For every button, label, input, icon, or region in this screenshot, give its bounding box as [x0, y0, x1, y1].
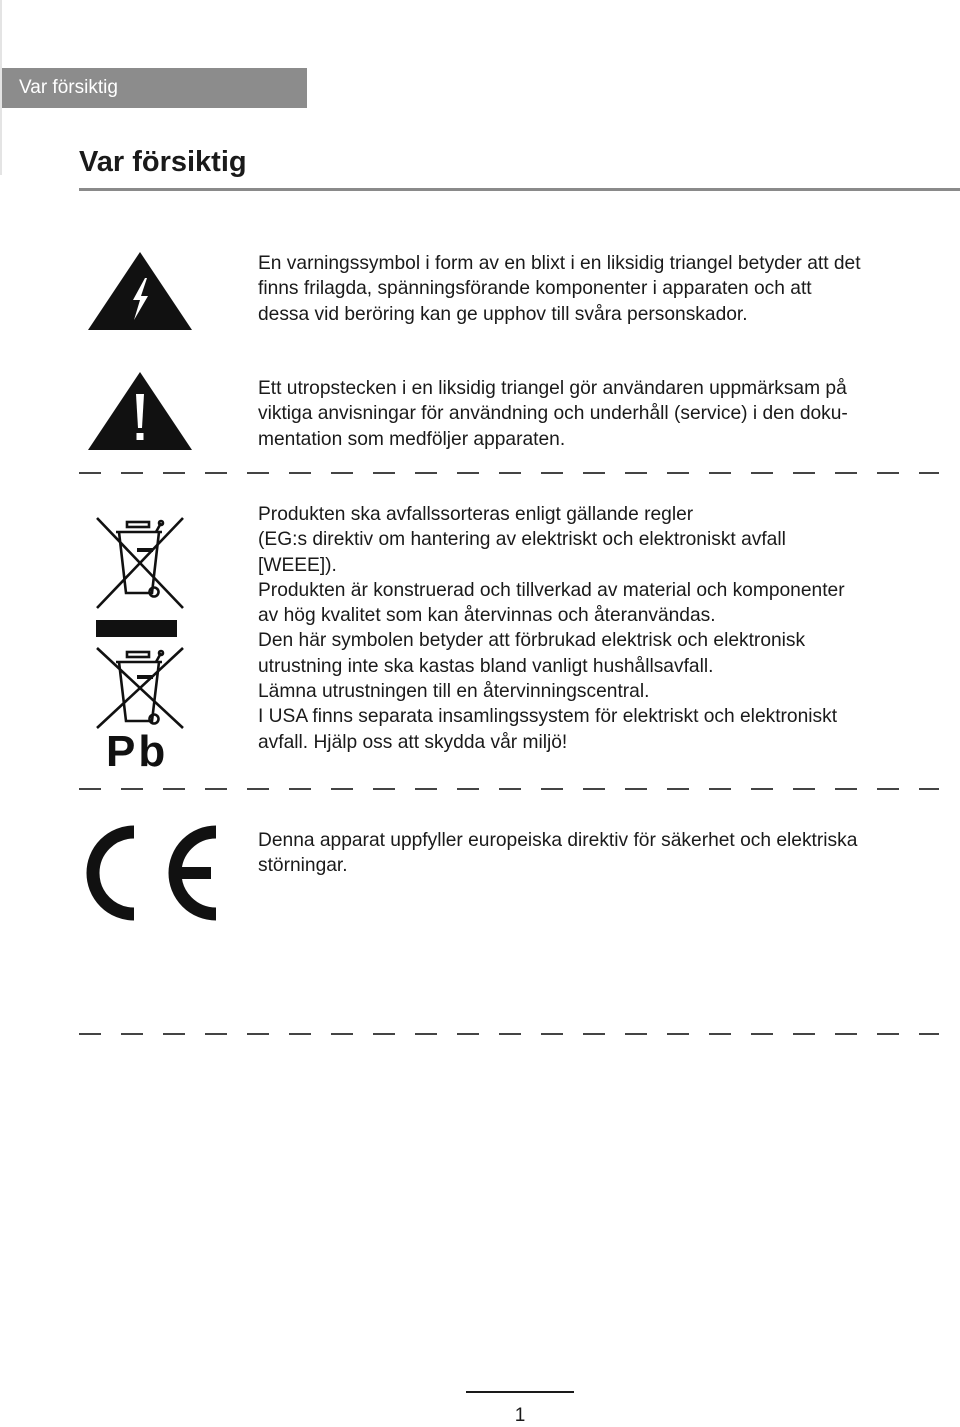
text-line: Denna apparat uppfyller europeiska direktiv för säkerhet och elektriska: [258, 830, 858, 851]
separator-bar: [96, 620, 177, 637]
text-line: av hög kvalitet som kan återvinnas och återanvändas.: [258, 605, 716, 627]
dashed-divider: [79, 788, 939, 790]
text-line: Produkten är konstruerad och tillverkad av material och komponenter: [258, 579, 845, 601]
text-line: utrustning inte ska kastas bland vanligt hushållsavfall.: [258, 655, 714, 677]
ce-mark-icon: [80, 822, 225, 924]
text-line: Lämna utrustningen till en återvinningscentral.: [258, 681, 650, 703]
text-line: (EG:s direktiv om hantering av elektriskt och elektroniskt avfall: [258, 529, 786, 551]
dashed-divider: [79, 472, 939, 474]
page-title: Var försiktig: [79, 146, 247, 178]
text-line: dessa vid beröring kan ge upphov till svåra personskador.: [258, 303, 748, 325]
text-line: En varningssymbol i form av en blixt i en liksidig triangel betyder att det: [258, 253, 861, 274]
crossed-bin-icon: [94, 515, 186, 611]
text-line: Produkten ska avfallssorteras enligt gällande regler: [258, 504, 694, 525]
text-line: mentation som medföljer apparaten.: [258, 428, 566, 450]
title-divider: [79, 188, 960, 191]
footer-rule: [466, 1391, 574, 1393]
weee-text: [258, 502, 938, 755]
text-line: finns frilagda, spänningsförande komponenter i apparaten och att: [258, 278, 812, 300]
page-number: 1: [514, 1405, 526, 1426]
text-line: Den här symbolen betyder att förbrukad elektrisk och elektronisk: [258, 630, 806, 652]
lightning-warning-icon: [86, 250, 194, 332]
exclamation-warning-text: [258, 376, 938, 452]
pb-label: Pb: [106, 727, 169, 776]
text-line: I USA finns separata insamlingssystem för elektriskt och elektroniskt: [258, 706, 838, 728]
ce-text: [258, 828, 938, 879]
crossed-bin-pb-icon: [94, 645, 186, 731]
lightning-warning-text: [258, 251, 938, 327]
text-line: störningar.: [258, 855, 348, 877]
dashed-divider: [79, 1033, 939, 1035]
text-line: avfall. Hjälp oss att skydda vår miljö!: [258, 731, 568, 753]
text-line: [WEEE]).: [258, 554, 337, 576]
exclamation-warning-icon: [86, 370, 194, 452]
text-line: viktiga anvisningar för användning och underhåll (service) i den doku-: [258, 403, 848, 425]
chapter-tab: Var försiktig: [2, 68, 307, 108]
text-line: Ett utropstecken i en liksidig triangel gör användaren uppmärksam på: [258, 378, 847, 399]
